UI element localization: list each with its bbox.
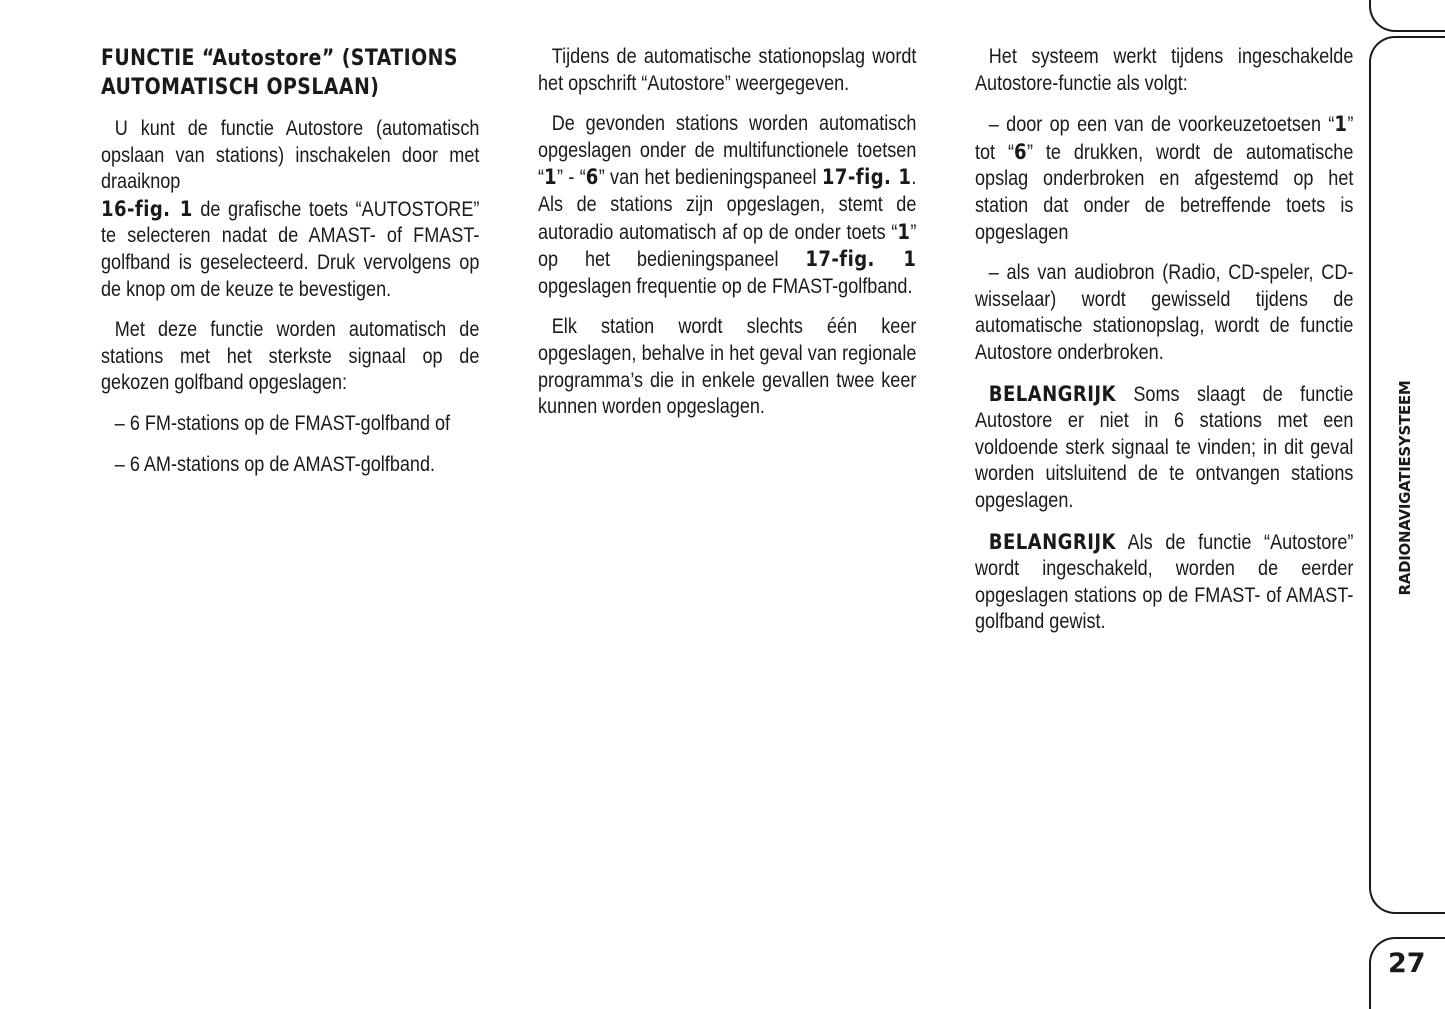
text: U kunt de functie Autostore (automatisch opslaan van stations) inschakelen door met draaiknop (101, 117, 480, 194)
chapter-label: RADIONAVIGATIESYSTEEM (1396, 380, 1414, 596)
text: Soms slaagt de functie Autostore er niet in 6 stations met een voldoende sterk signaal te vinden; in dit geval worden uitsluitend de te ontvangen stations opgeslagen. (975, 382, 1354, 512)
text: de grafische toets “AUTOSTORE” te selecteren nadat de AMAST- of FMAST-golfband is geselecteerd. Druk vervolgens op de knop om de keuze te bevestigen. (101, 197, 480, 301)
text: ” van het bedieningspaneel (598, 166, 817, 190)
key-label: 1 (544, 165, 558, 190)
tab-frame-top (1369, 0, 1445, 32)
paragraph-storage (538, 111, 916, 300)
key-label: 1 (897, 219, 911, 244)
paragraph-once: Elk station wordt slechts één keer opgeslagen, behalve in het geval van regionale programma’s die in enkele gevallen twee keer kunnen worden opgeslagen. (538, 315, 917, 419)
column-1 (101, 44, 479, 492)
column-2 (538, 44, 916, 435)
important-label: BELANGRIJK (988, 381, 1116, 406)
paragraph-intro (101, 116, 479, 303)
figure-reference: 16-fig. 1 (101, 196, 193, 221)
column-3 (975, 44, 1353, 650)
paragraph-display: Tijdens de automatische stationopslag wordt het opschrift “Autostore” weergegeven. (538, 45, 917, 95)
list-item-source: – als van audiobron (Radio, CD-speler, CD-wisselaar) wordt gewisseld tijdens de automatische stationopslag, wordt de functie Autostore onderbroken. (975, 261, 1354, 364)
figure-reference: 17-fig. 1 (805, 247, 917, 272)
list-item-fm: – 6 FM-stations op de FMAST-golfband of (114, 411, 451, 435)
section-heading: FUNCTIE “Autostore” (STATIONS AUTOMATISCH OPSLAAN) (101, 46, 458, 100)
paragraph-system: Het systeem werkt tijdens ingeschakelde Autostore-functie als volgt: (975, 45, 1354, 95)
list-item-am: – 6 AM-stations op de AMAST-golfband. (114, 452, 436, 476)
figure-reference: 17-fig. 1 (821, 165, 912, 190)
text: De gevonden stations worden automatisch opgeslagen onder de multifunctionele toetsen “ (538, 112, 917, 190)
list-item-preset (975, 111, 1353, 246)
text: . Als de stations zijn opgeslagen, stemt de autoradio automatisch af op de onder toets “ (538, 166, 917, 244)
text: Als de functie “Autostore” wordt ingeschakeld, worden de eerder opgeslagen stations op de FMAST- of AMAST-golfband gewist. (975, 530, 1354, 634)
text: ” op het bedieningspaneel (538, 220, 917, 272)
note-important-1 (975, 381, 1353, 515)
text: – door op een van de voorkeuzetoetsen “ (988, 113, 1335, 137)
key-label: 6 (1013, 139, 1027, 164)
page-number: 27 (1388, 948, 1426, 979)
text: opgeslagen frequentie op de FMAST-golfband. (538, 274, 913, 298)
text: ” tot “ (975, 113, 1354, 164)
key-label: 6 (585, 165, 599, 190)
text: ” - “ (557, 166, 586, 190)
note-important-2 (975, 529, 1353, 636)
paragraph-function: Met deze functie worden automatisch de stations met het sterkste signaal op de gekozen golfband opgeslagen: (101, 318, 480, 395)
text: ” te drukken, wordt de automatische opslag onderbroken en afgestemd op het station dat onder de betreffende toets is opgeslagen (975, 140, 1354, 244)
key-label: 1 (1334, 112, 1348, 137)
important-label: BELANGRIJK (988, 529, 1116, 554)
